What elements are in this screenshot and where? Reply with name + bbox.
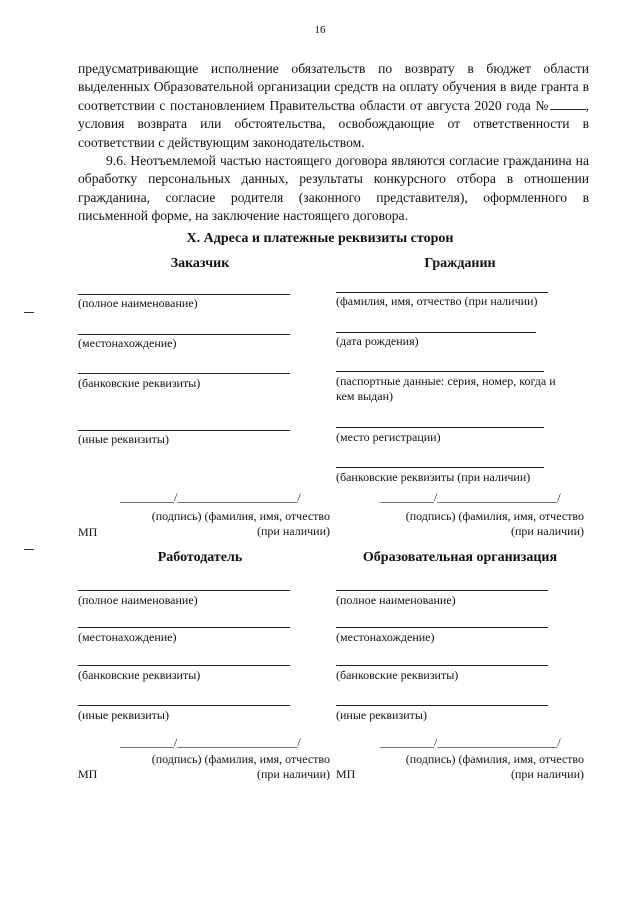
margin-mark [24, 312, 34, 313]
signature-caption [360, 509, 584, 539]
paragraph-grant-return [78, 60, 589, 152]
party-title-rabotodatel: Работодатель [157, 550, 243, 565]
field-caption: (банковские реквизиты) [336, 668, 459, 682]
field-line [78, 627, 290, 628]
field-line [78, 334, 290, 335]
signature-caption-line1: (подпись) (фамилия, имя, отчество [405, 509, 584, 523]
field-caption: (иные реквизиты) [336, 708, 427, 722]
field-line [336, 590, 548, 591]
signature-caption-line1: (подпись) (фамилия, имя, отчество [151, 509, 330, 523]
field-line [336, 665, 548, 666]
field-line [78, 430, 290, 431]
field-line [336, 467, 544, 468]
field-caption: (дата рождения) [336, 334, 419, 348]
signature-caption-line2: (при наличии) [257, 524, 330, 538]
seal-place-label: МП [78, 767, 98, 781]
seal-place-label: МП [78, 525, 98, 539]
field-caption: (фамилия, имя, отчество (при наличии) [336, 294, 538, 308]
field-line [336, 292, 548, 293]
field-line [78, 373, 290, 374]
contract-body-text [78, 60, 589, 226]
field-line [336, 427, 544, 428]
party-title-grazhdanin: Гражданин [424, 256, 496, 271]
field-caption: (полное наименование) [336, 593, 456, 607]
signature-line: _________/____________________/ [120, 490, 301, 504]
signature-line: _________/____________________/ [380, 735, 561, 749]
field-line [336, 627, 548, 628]
signature-caption-line2: (при наличии) [257, 767, 330, 781]
signature-caption-line2: (при наличии) [511, 767, 584, 781]
field-caption: (местонахождение) [78, 630, 177, 644]
field-caption: (полное наименование) [78, 593, 198, 607]
field-line [78, 294, 290, 295]
field-caption: (паспортные данные: серия, номер, когда и кем выдан) [336, 374, 556, 403]
field-line [78, 590, 290, 591]
party-title-obr-org: Образовательная организация [362, 550, 558, 565]
field-line [78, 665, 290, 666]
party-title-zakazchik: Заказчик [170, 256, 230, 271]
field-caption: (банковские реквизиты) [78, 376, 201, 390]
field-caption: (местонахождение) [78, 336, 177, 350]
signature-line: _________/____________________/ [380, 490, 561, 504]
field-caption: (иные реквизиты) [78, 708, 169, 722]
field-caption: (местонахождение) [336, 630, 435, 644]
field-caption: (иные реквизиты) [78, 432, 169, 446]
paragraph-9-6: 9.6. Неотъемлемой частью настоящего договора являются согласие гражданина на обработку персональных данных, результаты конкурсного отбора в отношении гражданина, согласие родителя (законного представителя), оформленного в письменной форме, на заключение настоящего договора. [78, 153, 589, 224]
page-number: 16 [314, 24, 326, 36]
section-title: X. Адреса и платежные реквизиты сторон [186, 231, 454, 246]
signature-caption [110, 752, 330, 782]
seal-place-label: МП [336, 767, 356, 781]
field-line [336, 371, 544, 372]
signature-caption-line1: (подпись) (фамилия, имя, отчество [405, 752, 584, 766]
signature-caption-line2: (при наличии) [511, 524, 584, 538]
signature-caption [360, 752, 584, 782]
field-line [336, 705, 548, 706]
field-line [78, 705, 290, 706]
field-line [336, 332, 536, 333]
field-caption: (место регистрации) [336, 430, 441, 444]
signature-caption-line1: (подпись) (фамилия, имя, отчество [151, 752, 330, 766]
paragraph-grant-return-part2: , условия возврата или обстоятельства, освобождающие от ответственности в соответствии с действующим законодательством. [78, 97, 589, 150]
field-caption: (банковские реквизиты (при наличии) [336, 470, 531, 484]
field-caption: (банковские реквизиты) [78, 668, 201, 682]
signature-caption [110, 509, 330, 539]
margin-mark [24, 549, 34, 550]
paragraph-grant-return-part1: предусматривающие исполнение обязательств по возврату в бюджет области выделенных Образовательной организации средств на оплату обучения в виде гранта в соответствии с постановлением Правительства области от августа 2020 года № [78, 61, 589, 113]
blank-number-field [550, 97, 586, 110]
signature-line: _________/____________________/ [120, 735, 301, 749]
field-caption: (полное наименование) [78, 296, 198, 310]
